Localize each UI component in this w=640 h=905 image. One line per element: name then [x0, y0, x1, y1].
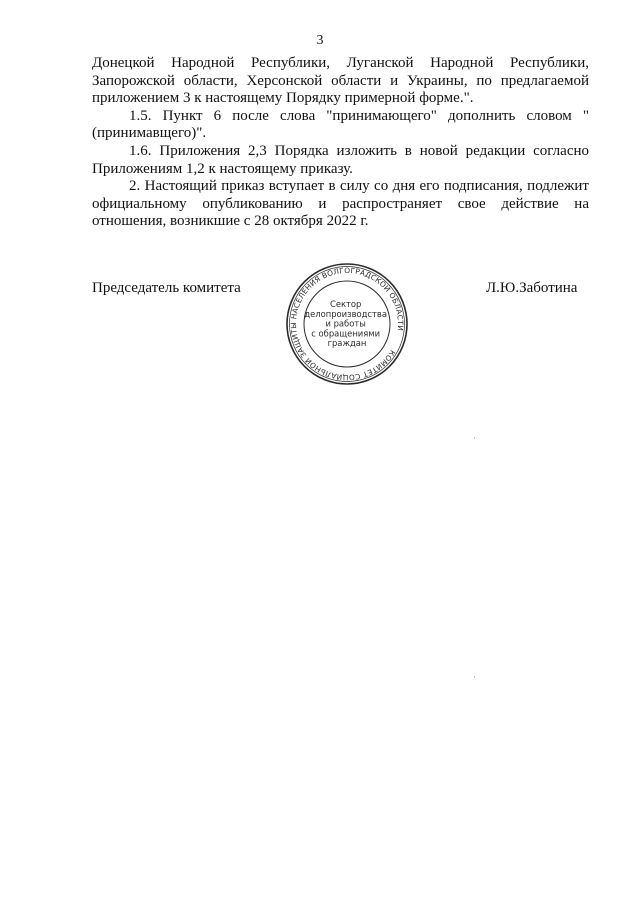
signatory-name: Л.Ю.Заботина [486, 280, 578, 296]
scan-speck [474, 676, 475, 678]
svg-text:КОМИТЕТ СОЦИАЛЬНОЙ ЗАЩИТЫ НАСЕ: КОМИТЕТ СОЦИАЛЬНОЙ ЗАЩИТЫ НАСЕЛЕНИЯ ВОЛГОГРАДСКОЙ ОБЛАСТИ [288, 265, 406, 383]
seal-line: с обращениями [311, 328, 381, 339]
official-seal-stamp [285, 262, 409, 386]
paragraph-1-6: 1.6. Приложения 2,3 Порядка изложить в новой редакции согласно Приложениям 1,2 к настоящему приказу. [92, 142, 589, 177]
paragraph-continuation: Донецкой Народной Республики, Луганской Народной Республики, Запорожской области, Херсонской области и Украины, по предлагаемой приложением 3 к настоящему Порядку примерной форме.". [92, 55, 589, 107]
paragraph-1-5: 1.5. Пункт 6 после слова "принимающего" дополнить словом "(принимавщего)". [92, 107, 589, 142]
seal-line: и работы [325, 318, 366, 329]
seal-line: делопроизводства [304, 308, 387, 319]
signatory-position: Председатель комитета [92, 280, 241, 296]
scan-speck [474, 437, 475, 439]
seal-line: граждан [327, 338, 367, 349]
order-text [92, 55, 589, 231]
svg-text:Сектор делопроизводства [304, 299, 389, 348]
page-number: 3 [316, 33, 324, 48]
seal-line: Сектор [329, 299, 362, 309]
paragraph-2: 2. Настоящий приказ вступает в силу со дня его подписания, подлежит официальному опубликованию и распространяет свое действие на отношения, возникшие с 28 октября 2022 г. [92, 178, 589, 230]
